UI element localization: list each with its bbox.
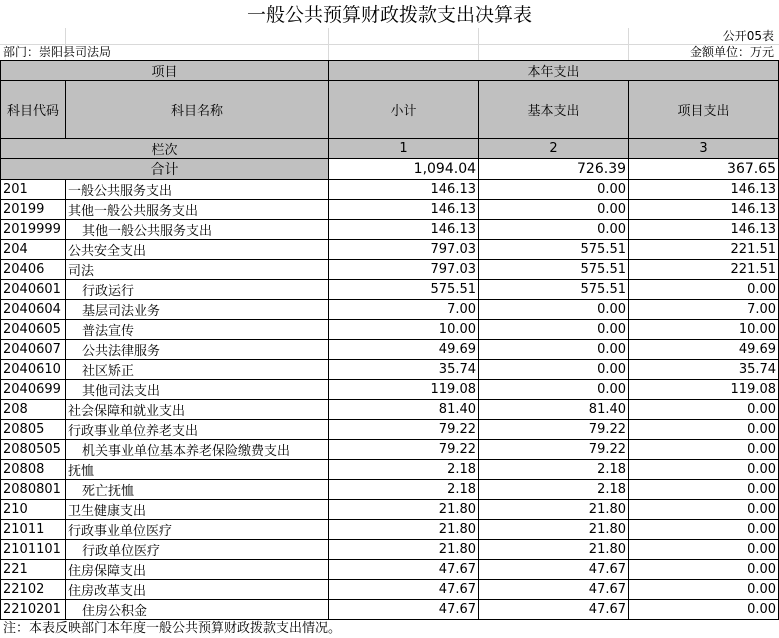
subject-code-cell: 2019999: [1, 220, 66, 240]
total-subtotal: 1,094.04: [329, 159, 479, 180]
subject-code-cell: 2080505: [1, 440, 66, 460]
header-subtotal: 小计: [329, 81, 479, 139]
basic-cell: 21.80: [479, 500, 629, 520]
project-cell: 0.00: [629, 500, 779, 520]
table-row: [1, 320, 779, 340]
table-row: [1, 420, 779, 440]
project-cell: 0.00: [629, 400, 779, 420]
project-cell: 146.13: [629, 220, 779, 240]
table-row: [1, 300, 779, 320]
subject-code-cell: 210: [1, 500, 66, 520]
header-col-3: 3: [629, 139, 779, 159]
project-cell: 0.00: [629, 280, 779, 300]
project-cell: 49.69: [629, 340, 779, 360]
basic-cell: 0.00: [479, 220, 629, 240]
basic-cell: 79.22: [479, 420, 629, 440]
subject-name-cell: 其他一般公共服务支出: [66, 200, 329, 220]
subtotal-cell: 10.00: [329, 320, 479, 340]
table-row: [1, 540, 779, 560]
table-row: [1, 180, 779, 200]
project-cell: 10.00: [629, 320, 779, 340]
basic-cell: 0.00: [479, 360, 629, 380]
subject-code-cell: 221: [1, 560, 66, 580]
project-cell: 146.13: [629, 180, 779, 200]
subtotal-cell: 797.03: [329, 260, 479, 280]
table-row: [1, 500, 779, 520]
subtotal-cell: 35.74: [329, 360, 479, 380]
footnote: 注：本表反映部门本年度一般公共预算财政拨款支出情况。: [3, 621, 342, 636]
header-subject-name: 科目名称: [66, 81, 329, 139]
total-project: 367.65: [629, 159, 779, 180]
project-cell: 0.00: [629, 600, 779, 620]
subtotal-cell: 146.13: [329, 220, 479, 240]
project-cell: 0.00: [629, 520, 779, 540]
project-cell: 0.00: [629, 580, 779, 600]
basic-cell: 21.80: [479, 540, 629, 560]
form-code: 公开05表: [722, 29, 774, 43]
subject-name-cell: 死亡抚恤: [66, 480, 329, 500]
project-cell: 0.00: [629, 540, 779, 560]
subject-name-cell: 抚恤: [66, 460, 329, 480]
header-col-2: 2: [479, 139, 629, 159]
subtotal-cell: 119.08: [329, 380, 479, 400]
subject-name-cell: 行政事业单位养老支出: [66, 420, 329, 440]
subtotal-cell: 49.69: [329, 340, 479, 360]
project-cell: 119.08: [629, 380, 779, 400]
subject-name-cell: 普法宣传: [66, 320, 329, 340]
project-cell: 7.00: [629, 300, 779, 320]
basic-cell: 47.67: [479, 600, 629, 620]
subject-name-cell: 社会保障和就业支出: [66, 400, 329, 420]
project-cell: 35.74: [629, 360, 779, 380]
subject-name-cell: 行政运行: [66, 280, 329, 300]
table-row: [1, 280, 779, 300]
expenditure-table: [0, 60, 779, 620]
subtotal-cell: 2.18: [329, 460, 479, 480]
project-cell: 221.51: [629, 240, 779, 260]
subject-code-cell: 204: [1, 240, 66, 260]
basic-cell: 575.51: [479, 240, 629, 260]
basic-cell: 47.67: [479, 560, 629, 580]
header-subject-code: 科目代码: [1, 81, 66, 139]
project-cell: 146.13: [629, 200, 779, 220]
header-current-year: 本年支出: [329, 61, 779, 81]
subject-code-cell: 20805: [1, 420, 66, 440]
subject-name-cell: 司法: [66, 260, 329, 280]
subject-code-cell: 20808: [1, 460, 66, 480]
subtotal-cell: 21.80: [329, 520, 479, 540]
subtotal-cell: 47.67: [329, 600, 479, 620]
subject-name-cell: 一般公共服务支出: [66, 180, 329, 200]
total-label: 合计: [1, 159, 329, 180]
subject-code-cell: 22102: [1, 580, 66, 600]
header-basic: 基本支出: [479, 81, 629, 139]
subject-code-cell: 2040610: [1, 360, 66, 380]
basic-cell: 0.00: [479, 340, 629, 360]
subtotal-cell: 47.67: [329, 580, 479, 600]
subject-code-cell: 20406: [1, 260, 66, 280]
subject-name-cell: 住房改革支出: [66, 580, 329, 600]
header-project: 项目: [1, 61, 329, 81]
basic-cell: 0.00: [479, 180, 629, 200]
subject-name-cell: 社区矫正: [66, 360, 329, 380]
table-row: [1, 600, 779, 620]
unit-label: 金额单位：万元: [689, 45, 774, 59]
subject-name-cell: 住房保障支出: [66, 560, 329, 580]
subtotal-cell: 575.51: [329, 280, 479, 300]
table-row: [1, 200, 779, 220]
subject-code-cell: 208: [1, 400, 66, 420]
subtotal-cell: 47.67: [329, 560, 479, 580]
subject-name-cell: 行政事业单位医疗: [66, 520, 329, 540]
subject-code-cell: 2040605: [1, 320, 66, 340]
subject-code-cell: 2101101: [1, 540, 66, 560]
subject-code-cell: 201: [1, 180, 66, 200]
table-row: [1, 340, 779, 360]
project-cell: 0.00: [629, 480, 779, 500]
department-label: 部门：崇阳县司法局: [3, 45, 112, 59]
subject-code-cell: 2210201: [1, 600, 66, 620]
subtotal-cell: 7.00: [329, 300, 479, 320]
subject-code-cell: 2080801: [1, 480, 66, 500]
subtotal-cell: 146.13: [329, 200, 479, 220]
header-col-1: 1: [329, 139, 479, 159]
basic-cell: 0.00: [479, 320, 629, 340]
table-row: [1, 580, 779, 600]
subtotal-cell: 79.22: [329, 440, 479, 460]
basic-cell: 21.80: [479, 520, 629, 540]
subject-name-cell: 卫生健康支出: [66, 500, 329, 520]
basic-cell: 575.51: [479, 280, 629, 300]
project-cell: 0.00: [629, 440, 779, 460]
project-cell: 0.00: [629, 460, 779, 480]
basic-cell: 0.00: [479, 380, 629, 400]
project-cell: 0.00: [629, 560, 779, 580]
subject-code-cell: 2040601: [1, 280, 66, 300]
subject-code-cell: 20199: [1, 200, 66, 220]
subtotal-cell: 21.80: [329, 540, 479, 560]
header-column-order: 栏次: [1, 139, 329, 159]
subject-code-cell: 2040607: [1, 340, 66, 360]
subject-name-cell: 公共安全支出: [66, 240, 329, 260]
table-row: [1, 440, 779, 460]
basic-cell: 2.18: [479, 460, 629, 480]
table-row: [1, 460, 779, 480]
subtotal-cell: 79.22: [329, 420, 479, 440]
page-title: 一般公共预算财政拨款支出决算表: [246, 4, 532, 26]
table-row: [1, 480, 779, 500]
basic-cell: 575.51: [479, 260, 629, 280]
basic-cell: 2.18: [479, 480, 629, 500]
basic-cell: 0.00: [479, 200, 629, 220]
subject-name-cell: 机关事业单位基本养老保险缴费支出: [66, 440, 329, 460]
subject-name-cell: 住房公积金: [66, 600, 329, 620]
subtotal-cell: 797.03: [329, 240, 479, 260]
header-project-expenditure: 项目支出: [629, 81, 779, 139]
subject-code-cell: 21011: [1, 520, 66, 540]
project-cell: 221.51: [629, 260, 779, 280]
table-row: [1, 520, 779, 540]
total-row: [1, 159, 779, 180]
basic-cell: 81.40: [479, 400, 629, 420]
subject-code-cell: 2040699: [1, 380, 66, 400]
subject-name-cell: 基层司法业务: [66, 300, 329, 320]
table-row: [1, 360, 779, 380]
table-row: [1, 380, 779, 400]
basic-cell: 47.67: [479, 580, 629, 600]
total-basic: 726.39: [479, 159, 629, 180]
subject-name-cell: 其他司法支出: [66, 380, 329, 400]
subject-name-cell: 其他一般公共服务支出: [66, 220, 329, 240]
subtotal-cell: 21.80: [329, 500, 479, 520]
sheet-gridline: [0, 44, 779, 45]
table-row: [1, 220, 779, 240]
subtotal-cell: 2.18: [329, 480, 479, 500]
subject-name-cell: 公共法律服务: [66, 340, 329, 360]
subtotal-cell: 81.40: [329, 400, 479, 420]
table-row: [1, 240, 779, 260]
table-row: [1, 260, 779, 280]
subject-code-cell: 2040604: [1, 300, 66, 320]
project-cell: 0.00: [629, 420, 779, 440]
basic-cell: 79.22: [479, 440, 629, 460]
subject-name-cell: 行政单位医疗: [66, 540, 329, 560]
basic-cell: 0.00: [479, 300, 629, 320]
subtotal-cell: 146.13: [329, 180, 479, 200]
table-row: [1, 400, 779, 420]
table-row: [1, 560, 779, 580]
